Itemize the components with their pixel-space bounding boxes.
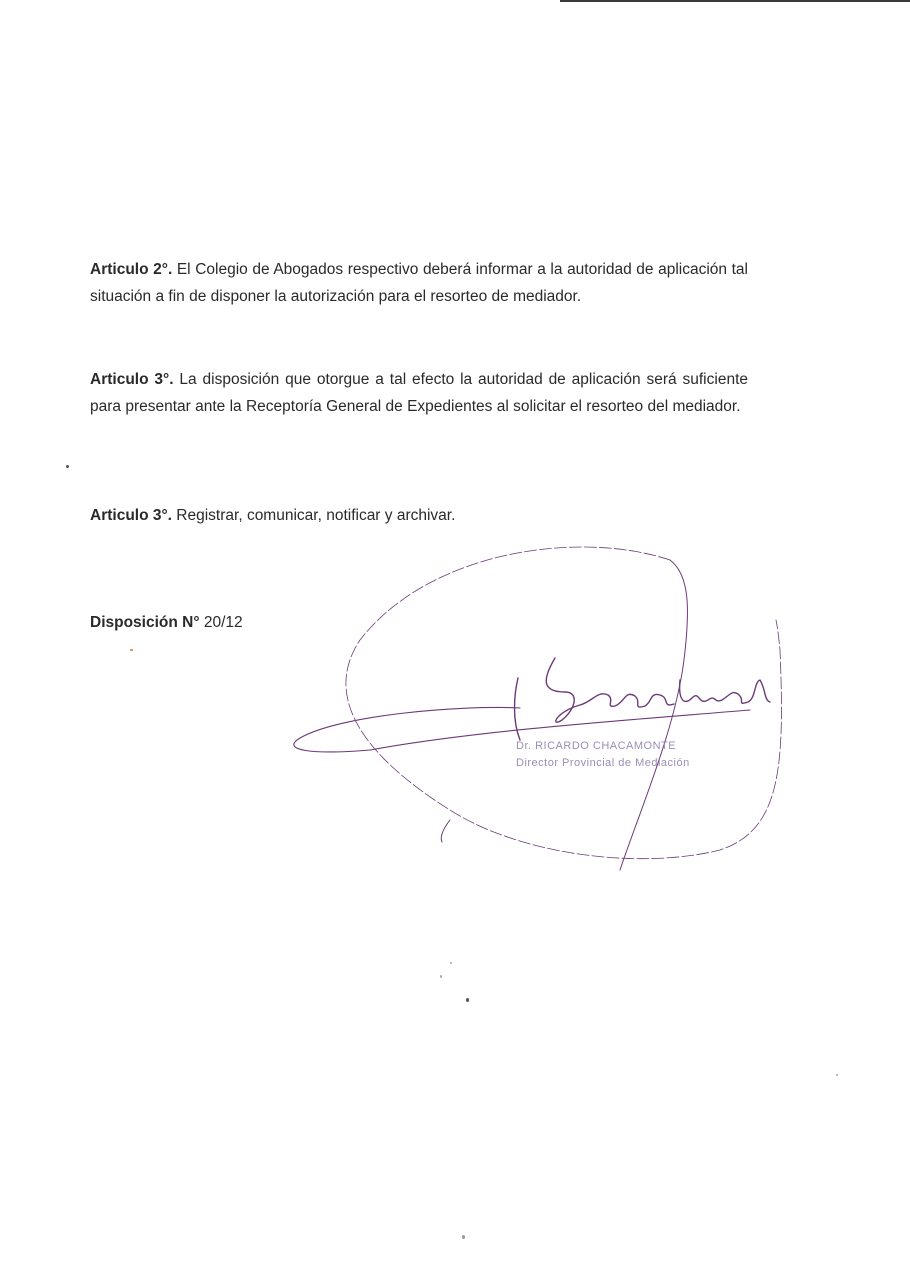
scan-speck bbox=[450, 962, 452, 964]
disposition-number bbox=[90, 609, 243, 636]
article-3-second-heading: Articulo 3°. bbox=[90, 507, 172, 524]
signature-loop bbox=[346, 547, 782, 859]
top-edge-rule bbox=[560, 0, 910, 2]
scan-speck bbox=[440, 975, 442, 978]
disposition-label: Disposición N° bbox=[90, 614, 200, 631]
stamp bbox=[516, 738, 690, 772]
scan-speck bbox=[466, 998, 469, 1002]
article-3-second-text: Registrar, comunicar, notificar y archivar. bbox=[172, 507, 456, 524]
article-3-first-heading: Articulo 3°. bbox=[90, 371, 174, 388]
article-3-second bbox=[90, 502, 748, 529]
article-3-first-text: La disposición que otorgue a tal efecto la autoridad de aplicación será suficiente para presentar ante la Receptoría General de Expedientes al solicitar el resorteo del mediador. bbox=[90, 371, 748, 415]
signature-drawing bbox=[280, 530, 800, 880]
scan-speck bbox=[462, 1235, 465, 1239]
article-2-text: El Colegio de Abogados respectivo deberá informar a la autoridad de aplicación tal situación a fin de disponer la autorización para el resorteo de mediador. bbox=[90, 261, 748, 305]
signature-block bbox=[280, 530, 800, 880]
article-2-heading: Articulo 2°. bbox=[90, 261, 173, 278]
disposition-value: 20/12 bbox=[199, 614, 243, 631]
signature-scribble bbox=[515, 658, 771, 740]
article-2 bbox=[90, 256, 748, 310]
stamp-name: Dr. RICARDO CHACAMONTE bbox=[516, 740, 677, 752]
scan-speck bbox=[66, 465, 69, 468]
stamp-title: Director Provincial de Mediación bbox=[516, 757, 690, 769]
scan-speck bbox=[836, 1074, 838, 1076]
scan-speck bbox=[130, 649, 133, 651]
article-3-first bbox=[90, 366, 748, 420]
